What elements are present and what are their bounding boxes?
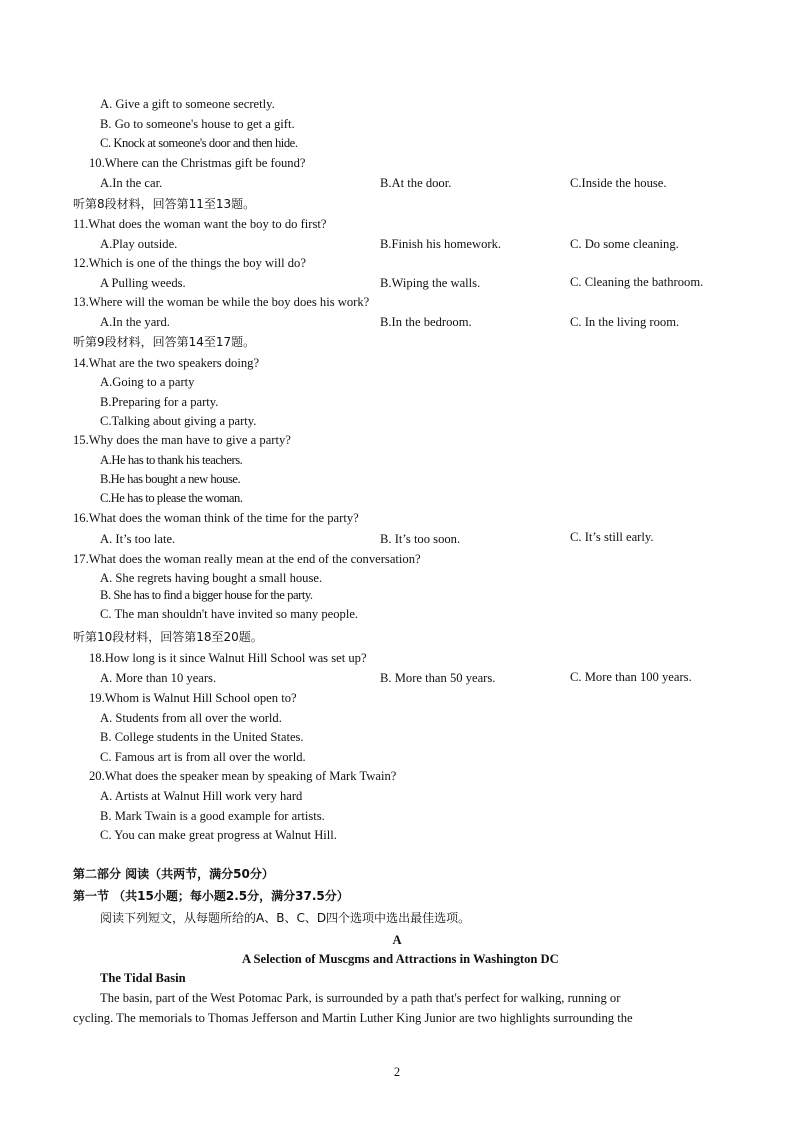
passage-line-2: cycling. The memorials to Thomas Jefferson and Martin Luther King Junior are two highlights surrounding the — [73, 1011, 633, 1025]
q18-option-b: B. More than 50 years. — [380, 671, 496, 685]
section10-instruction: 听第10段材料，回答第18至20题。 — [73, 630, 263, 644]
q19-option-b: B. College students in the United States. — [100, 730, 304, 744]
passage-subheading: The Tidal Basin — [100, 971, 186, 985]
q18-stem: 18.How long is it since Walnut Hill School was set up? — [89, 651, 367, 665]
q9-option-a: A. Give a gift to someone secretly. — [100, 97, 275, 111]
q14-stem: 14.What are the two speakers doing? — [73, 356, 260, 370]
passage-title: A Selection of Muscgms and Attractions in Washington DC — [242, 952, 559, 966]
q17-option-b: B. She has to find a bigger house for the party. — [100, 588, 313, 602]
q14-option-c: C.Talking about giving a party. — [100, 414, 257, 428]
q17-stem: 17.What does the woman really mean at the end of the conversation? — [73, 552, 421, 566]
q13-option-c: C. In the living room. — [570, 315, 680, 329]
q16-option-a: A. It’s too late. — [100, 532, 176, 546]
passage-line-1: The basin, part of the West Potomac Park, is surrounded by a path that's perfect for walking, running or — [100, 991, 621, 1005]
q14-option-a: A.Going to a party — [100, 375, 195, 389]
q13-option-a: A.In the yard. — [100, 315, 170, 329]
q18-option-a: A. More than 10 years. — [100, 671, 217, 685]
part2-heading: 第二部分 阅读（共两节，满分50分） — [73, 867, 274, 881]
q13-stem: 13.Where will the woman be while the boy does his work? — [73, 295, 370, 309]
q13-option-b: B.In the bedroom. — [380, 315, 472, 329]
q20-option-a: A. Artists at Walnut Hill work very hard — [100, 789, 303, 803]
q15-option-a: A.He has to thank his teachers. — [100, 453, 243, 467]
q12-option-a: A Pulling weeds. — [100, 276, 186, 290]
q11-stem: 11.What does the woman want the boy to do first? — [73, 217, 327, 231]
q16-option-c: C. It’s still early. — [570, 530, 654, 544]
part2-section1: 第一节 （共15小题；每小题2.5分，满分37.5分） — [73, 889, 349, 903]
q15-option-b: B.He has bought a new house. — [100, 472, 241, 486]
page-number: 2 — [393, 1065, 401, 1079]
q14-option-b: B.Preparing for a party. — [100, 395, 219, 409]
q10-option-c: C.Inside the house. — [570, 176, 667, 190]
q16-stem: 16.What does the woman think of the time for the party? — [73, 511, 359, 525]
section9-instruction: 听第9段材料，回答第14至17题。 — [73, 335, 256, 349]
q11-option-c: C. Do some cleaning. — [570, 237, 679, 251]
section8-instruction: 听第8段材料，回答第11至13题。 — [73, 197, 256, 211]
q10-stem: 10.Where can the Christmas gift be found? — [89, 156, 306, 170]
q20-option-c: C. You can make great progress at Walnut Hill. — [100, 828, 337, 842]
q17-option-a: A. She regrets having bought a small house. — [100, 571, 323, 585]
q12-stem: 12.Which is one of the things the boy will do? — [73, 256, 306, 270]
q9-option-b: B. Go to someone's house to get a gift. — [100, 117, 295, 131]
q19-option-a: A. Students from all over the world. — [100, 711, 282, 725]
part2-instruction: 阅读下列短文，从每题所给的A、B、C、D四个选项中选出最佳选项。 — [100, 911, 471, 925]
q9-option-c: C. Knock at someone's door and then hide. — [100, 136, 298, 150]
q20-option-b: B. Mark Twain is a good example for artists. — [100, 809, 325, 823]
q10-option-a: A.In the car. — [100, 176, 163, 190]
passage-letter: A — [392, 933, 402, 947]
q11-option-b: B.Finish his homework. — [380, 237, 502, 251]
q12-option-c: C. Cleaning the bathroom. — [570, 275, 704, 289]
q11-option-a: A.Play outside. — [100, 237, 178, 251]
q16-option-b: B. It’s too soon. — [380, 532, 461, 546]
q17-option-c: C. The man shouldn't have invited so many people. — [100, 607, 359, 621]
q10-option-b: B.At the door. — [380, 176, 452, 190]
q15-stem: 15.Why does the man have to give a party? — [73, 433, 291, 447]
q18-option-c: C. More than 100 years. — [570, 670, 692, 684]
q15-option-c: C.He has to please the woman. — [100, 491, 243, 505]
q19-stem: 19.Whom is Walnut Hill School open to? — [89, 691, 297, 705]
q19-option-c: C. Famous art is from all over the world. — [100, 750, 306, 764]
q12-option-b: B.Wiping the walls. — [380, 276, 481, 290]
q20-stem: 20.What does the speaker mean by speaking of Mark Twain? — [89, 769, 397, 783]
